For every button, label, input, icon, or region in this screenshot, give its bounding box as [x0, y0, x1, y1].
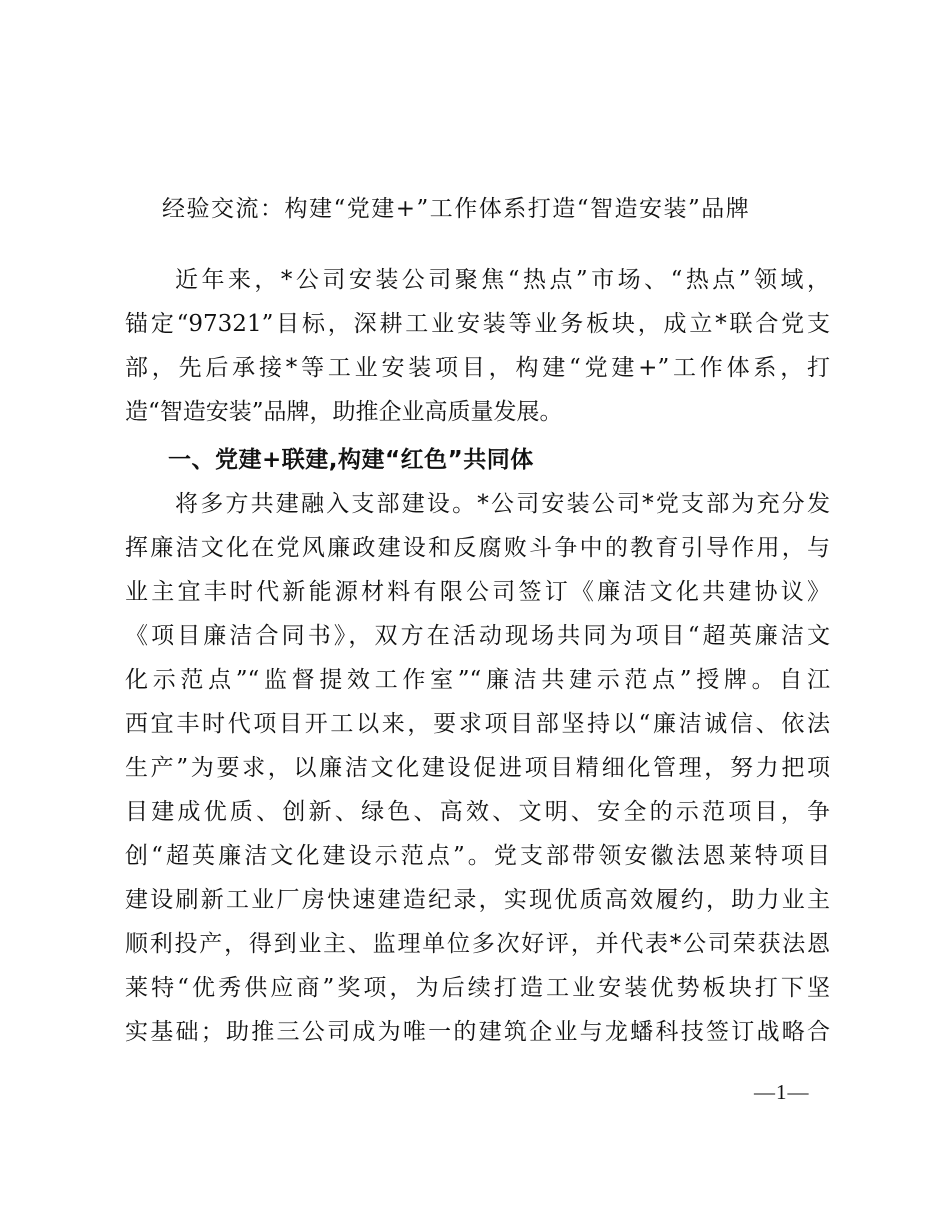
section-line-9: 创“超英廉洁文化建设示范点”。党支部带领安徽法恩莱特项目	[125, 843, 830, 869]
section-line-1: 将多方共建融入支部建设。*公司安装公司*党支部为充分发	[175, 491, 830, 517]
section-line-11: 顺利投产，得到业主、监理单位多次好评，并代表*公司荣获法恩	[125, 931, 830, 957]
section-line-3: 业主宜丰时代新能源材料有限公司签订《廉洁文化共建协议》	[125, 579, 830, 605]
section-line-8: 目建成优质、创新、绿色、高效、文明、安全的示范项目，争	[125, 799, 830, 825]
section-heading: 一、党建+联建,构建“红色”共同体	[168, 447, 534, 473]
section-line-5: 化示范点”“监督提效工作室”“廉洁共建示范点”授牌。自江	[125, 667, 830, 693]
intro-line-1: 近年来，*公司安装公司聚焦“热点”市场、“热点”领域，	[175, 267, 830, 293]
section-line-2: 挥廉洁文化在党风廉政建设和反腐败斗争中的教育引导作用，与	[125, 535, 830, 561]
section-line-6: 西宜丰时代项目开工以来，要求项目部坚持以“廉洁诚信、依法	[125, 711, 830, 737]
section-line-12: 莱特“优秀供应商”奖项，为后续打造工业安装优势板块打下坚	[125, 975, 830, 1001]
intro-line-4: 造“智造安装”品牌，助推企业高质量发展。	[125, 399, 563, 425]
section-line-10: 建设刷新工业厂房快速建造纪录，实现优质高效履约，助力业主	[125, 887, 830, 913]
intro-line-3: 部，先后承接*等工业安装项目，构建“党建+”工作体系，打	[125, 355, 830, 381]
section-line-7: 生产”为要求，以廉洁文化建设促进项目精细化管理，努力把项	[125, 755, 830, 781]
page-number: —1—	[754, 1080, 810, 1104]
section-line-13: 实基础；助推三公司成为唯一的建筑企业与龙蟠科技签订战略合	[125, 1019, 830, 1045]
document-title: 经验交流：构建“党建+”工作体系打造“智造安装”品牌	[162, 196, 751, 222]
section-line-4: 《项目廉洁合同书》，双方在活动现场共同为项目“超英廉洁文	[125, 623, 830, 649]
intro-line-2: 锚定“97321”目标，深耕工业安装等业务板块，成立*联合党支	[125, 311, 830, 337]
